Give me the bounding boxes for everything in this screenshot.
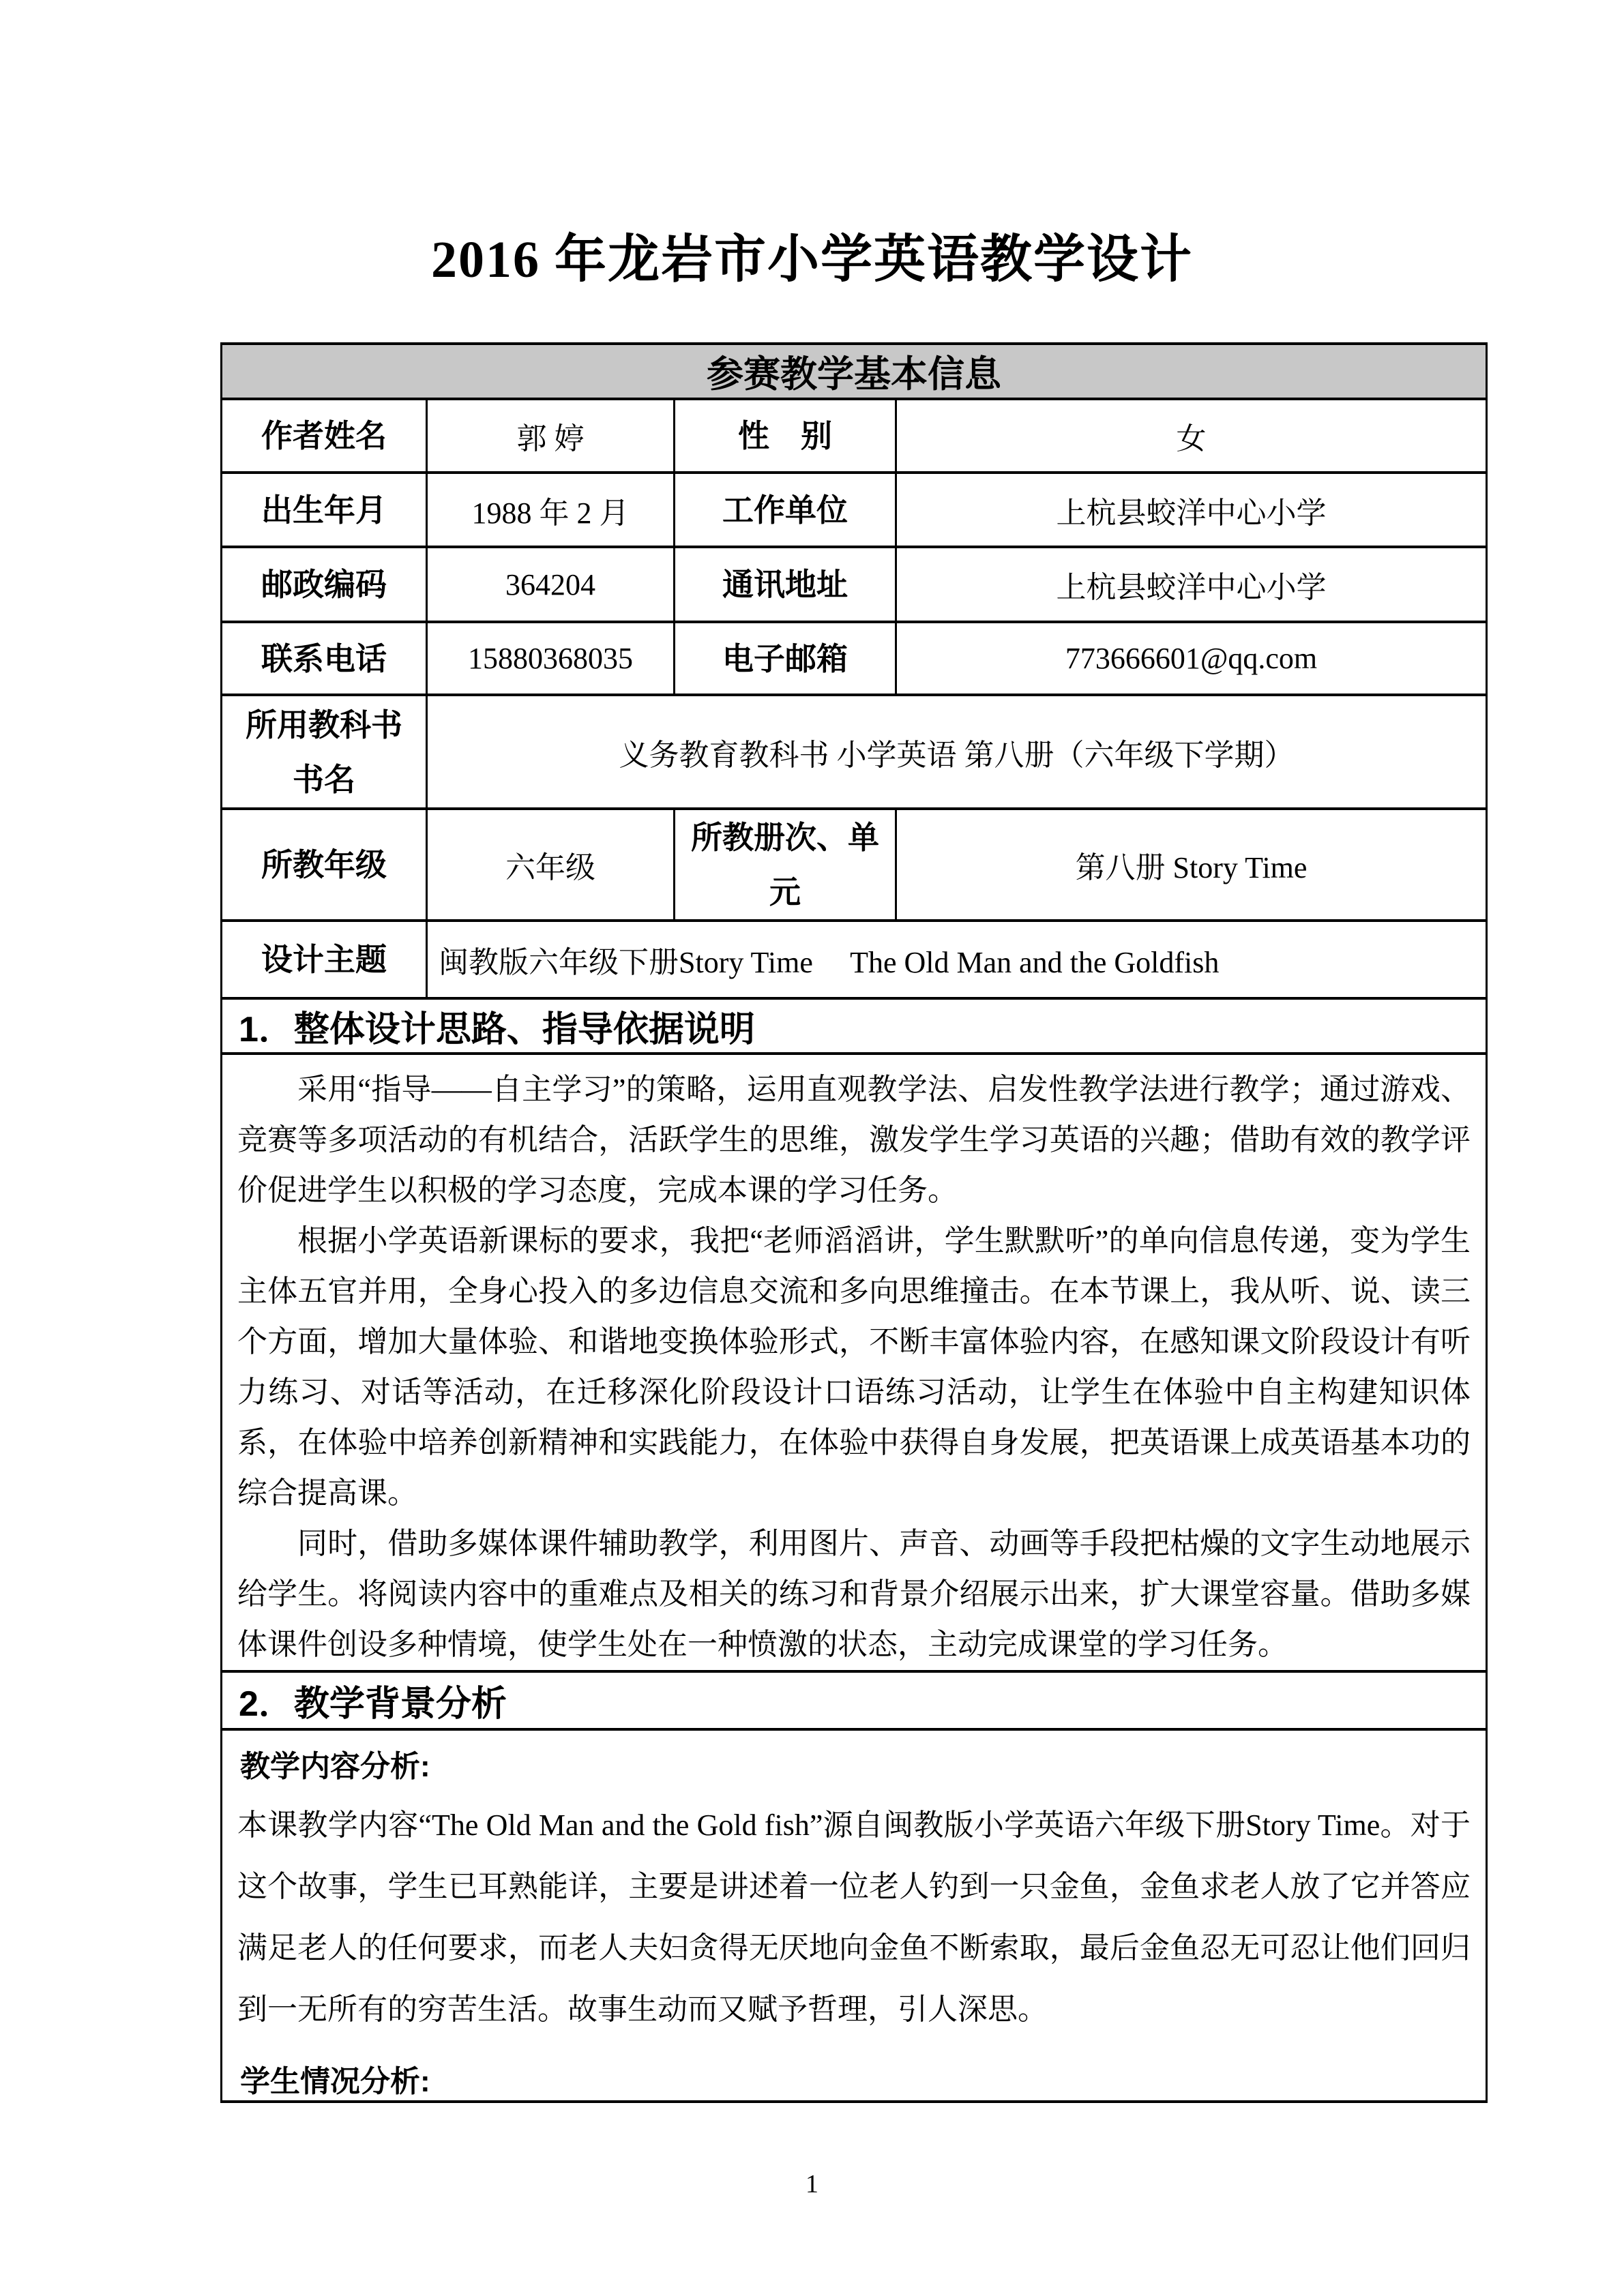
field-label-email: 电子邮箱 bbox=[675, 622, 896, 695]
field-value-grade-taught: 六年级 bbox=[427, 809, 675, 921]
field-value-phone: 15880368035 bbox=[427, 622, 675, 695]
field-value-author-name: 郭 婷 bbox=[427, 399, 675, 473]
table-row bbox=[222, 695, 1487, 809]
field-label-design-theme: 设计主题 bbox=[222, 921, 427, 998]
field-value-volume-unit: 第八册 Story Time bbox=[896, 809, 1487, 921]
table-header-row bbox=[222, 344, 1487, 399]
field-value-mailing-address: 上杭县蛟洋中心小学 bbox=[896, 547, 1487, 622]
field-label-birth-date: 出生年月 bbox=[222, 473, 427, 547]
field-value-postal-code: 364204 bbox=[427, 547, 675, 622]
section1-heading-row bbox=[222, 998, 1487, 1054]
field-label-grade-taught: 所教年级 bbox=[222, 809, 427, 921]
textbook-label-line1: 所用教科书 bbox=[246, 706, 402, 743]
section2-heading: 2．教学背景分析 bbox=[222, 1671, 1487, 1729]
field-label-phone: 联系电话 bbox=[222, 622, 427, 695]
volume-unit-label-line1: 所教册次、单 bbox=[691, 820, 879, 856]
section1-heading: 1．整体设计思路、指导依据说明 bbox=[222, 998, 1487, 1054]
section1-body-row bbox=[222, 1054, 1487, 1671]
field-label-mailing-address: 通讯地址 bbox=[675, 547, 896, 622]
field-label-volume-unit bbox=[675, 809, 896, 921]
table-row bbox=[222, 622, 1487, 695]
table-row bbox=[222, 921, 1487, 998]
field-label-textbook-name bbox=[222, 695, 427, 809]
field-value-textbook-name: 义务教育教科书 小学英语 第八册（六年级下学期） bbox=[427, 695, 1487, 809]
field-value-gender: 女 bbox=[896, 399, 1487, 473]
field-value-work-unit: 上杭县蛟洋中心小学 bbox=[896, 473, 1487, 547]
section1-body bbox=[222, 1054, 1487, 1671]
table-row bbox=[222, 809, 1487, 921]
table-row bbox=[222, 399, 1487, 473]
field-label-work-unit: 工作单位 bbox=[675, 473, 896, 547]
page-title: 2016 年龙岩市小学英语教学设计 bbox=[431, 231, 1193, 288]
volume-unit-label-line2: 元 bbox=[769, 874, 801, 910]
field-value-design-theme: 闽教版六年级下册Story Time The Old Man and the Goldfish bbox=[427, 921, 1487, 998]
section1-paragraph-3: 同时，借助多媒体课件辅助教学，利用图片、声音、动画等手段把枯燥的文字生动地展示给学生。将阅读内容中的重难点及相关的练习和背景介绍展示出来，扩大课堂容量。借助多媒体课件创设多种情境，使学生处在一种愤激的状态，主动完成课堂的学习任务。 bbox=[237, 1527, 1471, 1662]
field-label-gender: 性 别 bbox=[675, 399, 896, 473]
content-analysis-paragraph: 本课教学内容“The Old Man and the Gold fish”源自闽教版小学英语六年级下册Story Time。对于这个故事，学生已耳熟能详，主要是讲述着一位老人钓到一只金鱼，金鱼求老人放了它并答应满足老人的任何要求，而老人夫妇贪得无厌地向金鱼不断索取，最后金鱼忍无可忍让他们回归到一无所有的穷苦生活。故事生动而又赋予哲理，引人深思。 bbox=[237, 1808, 1471, 2027]
section2-body-row bbox=[222, 1729, 1487, 2102]
info-table-header-cell: 参赛教学基本信息 bbox=[222, 344, 1487, 399]
field-value-email: 773666601@qq.com bbox=[896, 622, 1487, 695]
textbook-label-line2: 书名 bbox=[293, 761, 355, 797]
section2-body bbox=[222, 1729, 1487, 2102]
section1-paragraph-2: 根据小学英语新课标的要求，我把“老师滔滔讲，学生默默听”的单向信息传递，变为学生主体五官并用，全身心投入的多边信息交流和多向思维撞击。在本节课上，我从听、说、读三个方面，增加大量体验、和谐地变换体验形式，不断丰富体验内容，在感知课文阶段设计有听力练习、对话等活动，在迁移深化阶段设计口语练习活动，让学生在体验中自主构建知识体系，在体验中培养创新精神和实践能力，在体验中获得自身发展，把英语课上成英语基本功的综合提高课。 bbox=[237, 1224, 1471, 1510]
info-table bbox=[220, 342, 1488, 2103]
content-analysis-label: 教学内容分析: bbox=[240, 1750, 430, 1784]
table-row bbox=[222, 547, 1487, 622]
student-analysis-label: 学生情况分析: bbox=[240, 2065, 430, 2099]
page-number: 1 bbox=[806, 2170, 818, 2199]
section1-paragraph-1: 采用“指导——自主学习”的策略，运用直观教学法、启发性教学法进行教学；通过游戏、竞赛等多项活动的有机结合，活跃学生的思维，激发学生学习英语的兴趣；借助有效的教学评价促进学生以积极的学习态度，完成本课的学习任务。 bbox=[237, 1073, 1471, 1208]
table-row bbox=[222, 473, 1487, 547]
field-value-birth-date: 1988 年 2 月 bbox=[427, 473, 675, 547]
section2-heading-row bbox=[222, 1671, 1487, 1729]
field-label-postal-code: 邮政编码 bbox=[222, 547, 427, 622]
field-label-author-name: 作者姓名 bbox=[222, 399, 427, 473]
